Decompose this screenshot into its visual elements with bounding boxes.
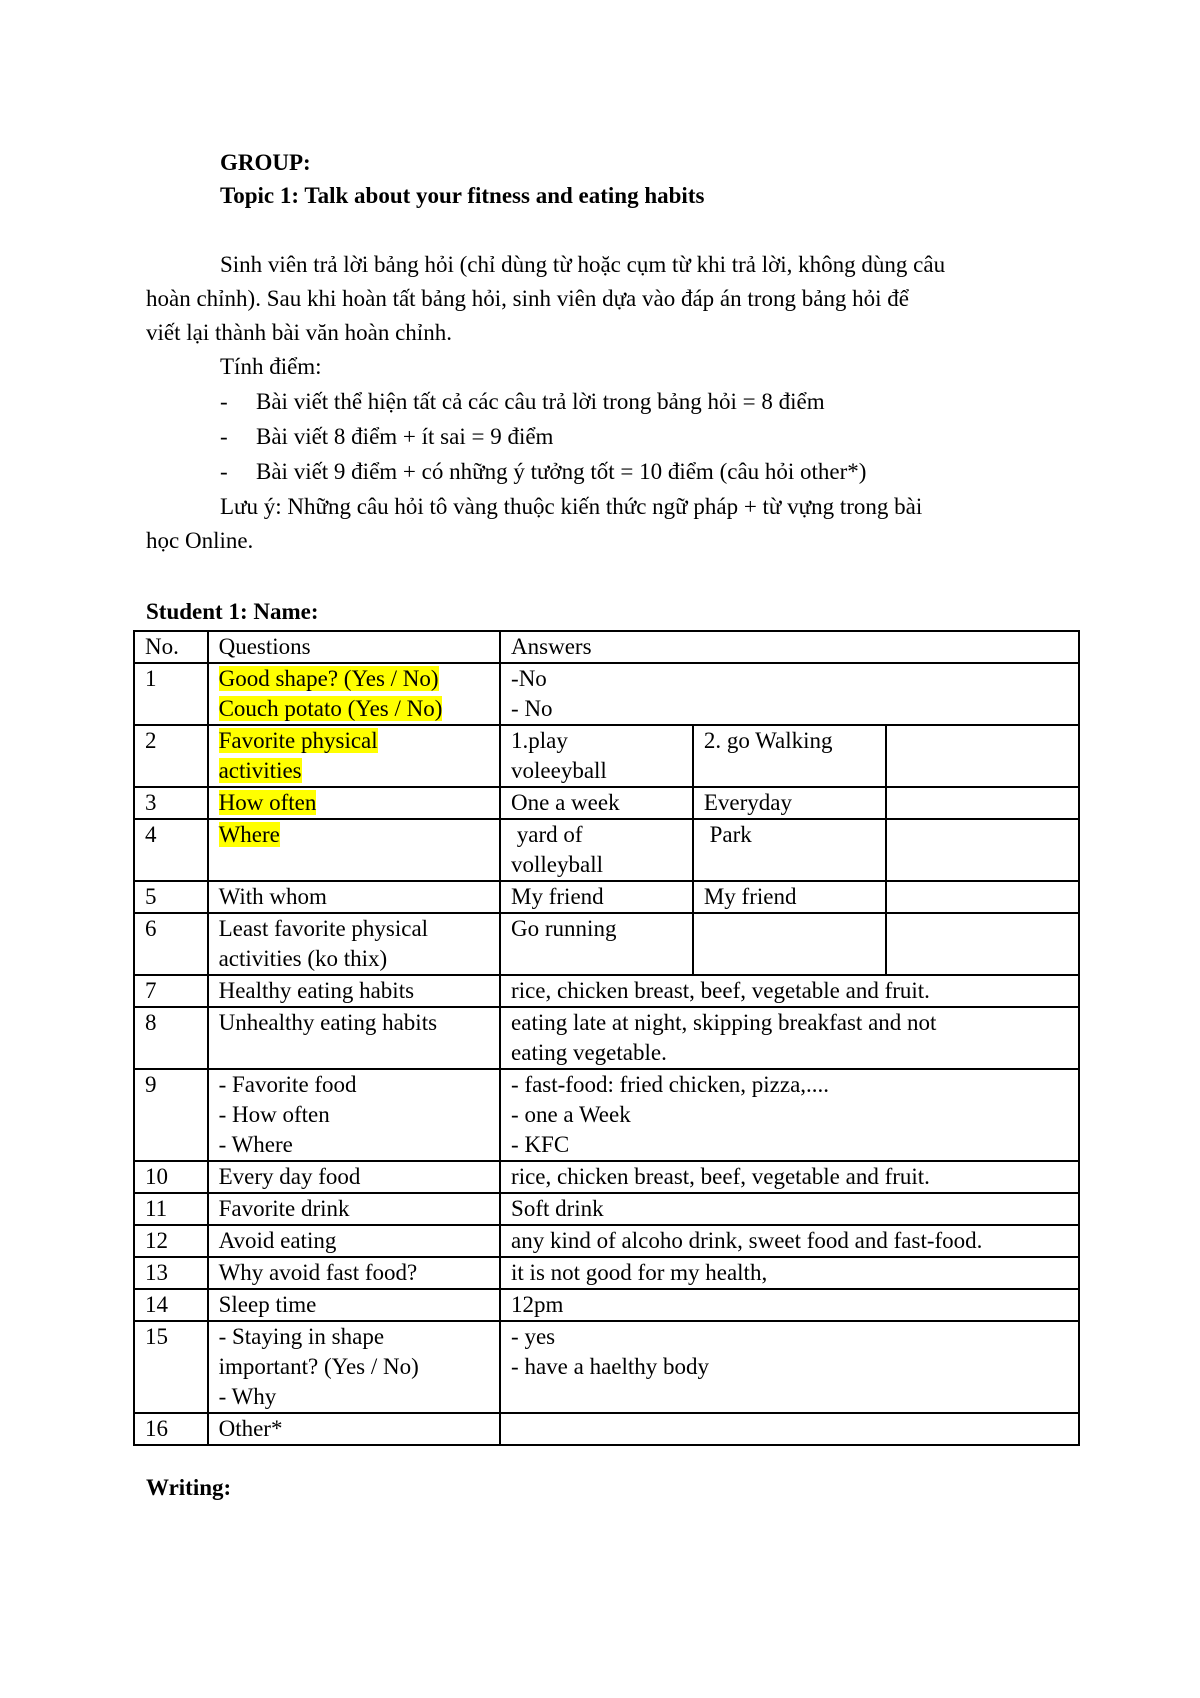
answer-cell (500, 1069, 1079, 1161)
question-cell (208, 1257, 500, 1289)
questionnaire-table (133, 630, 1080, 1446)
row-number: 14 (134, 1289, 208, 1321)
question-text: Other* (218, 1416, 283, 1441)
answer-cell (500, 1289, 1079, 1321)
question-text: Couch potato (Yes / No) (218, 696, 443, 721)
answer-cell (500, 881, 693, 913)
question-cell (208, 913, 500, 975)
table-row (134, 1257, 1079, 1289)
answer-cell (500, 663, 1079, 725)
question-text: - Why (218, 1384, 277, 1409)
question-text: Sleep time (218, 1292, 317, 1317)
question-cell (208, 819, 500, 881)
answer-cell (886, 787, 1079, 819)
question-text: Why avoid fast food? (218, 1260, 418, 1285)
answer-text: 2. go Walking (703, 728, 833, 753)
answer-text: it is not good for my health, (511, 1260, 768, 1285)
answer-text: My friend (511, 884, 604, 909)
answer-cell (693, 819, 886, 881)
answer-cell (693, 787, 886, 819)
answer-cell (500, 1193, 1079, 1225)
answer-cell (500, 1321, 1079, 1413)
row-number: 9 (134, 1069, 208, 1161)
answer-cell (886, 881, 1079, 913)
scoring-label: Tính điểm: (220, 354, 322, 379)
answer-cell (500, 1413, 1079, 1445)
answer-cell (693, 881, 886, 913)
row-number: 16 (134, 1413, 208, 1445)
scoring-bullet-1: Bài viết thể hiện tất cả các câu trả lời trong bảng hỏi = 8 điểm (256, 389, 825, 414)
instructions-line-2: hoàn chỉnh). Sau khi hoàn tất bảng hỏi, sinh viên dựa vào đáp án trong bảng hỏi để (146, 286, 909, 311)
question-cell (208, 787, 500, 819)
table-row (134, 1321, 1079, 1413)
answer-text: rice, chicken breast, beef, vegetable and fruit. (511, 1164, 930, 1189)
answer-text: - No (511, 696, 553, 721)
answer-cell (500, 725, 693, 787)
writing-label: Writing: (146, 1475, 232, 1500)
table-row (134, 663, 1079, 725)
note-line-1: Lưu ý: Những câu hỏi tô vàng thuộc kiến thức ngữ pháp + từ vựng trong bài (220, 494, 923, 519)
answer-text: Park (703, 822, 752, 847)
bullet-mark: - (220, 389, 228, 414)
answer-cell (886, 819, 1079, 881)
table-row (134, 1069, 1079, 1161)
answer-text: - fast-food: fried chicken, pizza,.... (511, 1072, 830, 1097)
answer-cell (500, 1007, 1079, 1069)
answer-text: Go running (511, 916, 617, 941)
table-row (134, 725, 1079, 787)
row-number: 1 (134, 663, 208, 725)
row-number: 15 (134, 1321, 208, 1413)
table-row (134, 1193, 1079, 1225)
question-text: Every day food (218, 1164, 361, 1189)
row-number: 8 (134, 1007, 208, 1069)
header-questions: Questions (208, 631, 500, 663)
answer-text: rice, chicken breast, beef, vegetable and fruit. (511, 978, 930, 1003)
row-number: 4 (134, 819, 208, 881)
row-number: 3 (134, 787, 208, 819)
question-cell (208, 1007, 500, 1069)
answer-text: any kind of alcoho drink, sweet food and fast-food. (511, 1228, 983, 1253)
answer-cell (500, 913, 693, 975)
question-cell (208, 1321, 500, 1413)
table-row (134, 913, 1079, 975)
note-line-2: học Online. (146, 528, 254, 553)
question-cell (208, 725, 500, 787)
row-number: 11 (134, 1193, 208, 1225)
table-row (134, 1289, 1079, 1321)
answer-text: eating vegetable. (511, 1040, 667, 1065)
row-number: 13 (134, 1257, 208, 1289)
row-number: 2 (134, 725, 208, 787)
student-name-label: Student 1: Name: (146, 599, 319, 624)
answer-cell (500, 787, 693, 819)
question-cell (208, 1413, 500, 1445)
question-text: - Where (218, 1132, 293, 1157)
question-cell (208, 975, 500, 1007)
answer-text: yard of (511, 822, 583, 847)
table-row (134, 975, 1079, 1007)
instructions-line-1: Sinh viên trả lời bảng hỏi (chỉ dùng từ hoặc cụm từ khi trả lời, không dùng câu (220, 252, 946, 277)
topic-title: Topic 1: Talk about your fitness and eating habits (220, 183, 705, 208)
question-text: Unhealthy eating habits (218, 1010, 438, 1035)
answer-text: eating late at night, skipping breakfast and not (511, 1010, 937, 1035)
question-cell (208, 1069, 500, 1161)
answer-cell (500, 819, 693, 881)
question-text: Favorite physical (218, 728, 378, 753)
scoring-bullet-2: Bài viết 8 điểm + ít sai = 9 điểm (256, 424, 554, 449)
answer-text: 12pm (511, 1292, 564, 1317)
bullet-mark: - (220, 459, 228, 484)
question-cell (208, 881, 500, 913)
answer-text: - one a Week (511, 1102, 631, 1127)
table-row (134, 787, 1079, 819)
table-header-row (134, 631, 1079, 663)
answer-cell (886, 725, 1079, 787)
header-no: No. (134, 631, 208, 663)
question-cell (208, 1161, 500, 1193)
question-text: With whom (218, 884, 327, 909)
row-number: 7 (134, 975, 208, 1007)
answer-text: One a week (511, 790, 620, 815)
question-text: - Staying in shape (218, 1324, 385, 1349)
question-text: Good shape? (Yes / No) (218, 666, 439, 691)
row-number: 10 (134, 1161, 208, 1193)
table-row (134, 1007, 1079, 1069)
answer-text: My friend (703, 884, 797, 909)
scoring-bullet-3: Bài viết 9 điểm + có những ý tưởng tốt = 10 điểm (câu hỏi other*) (256, 459, 867, 484)
answer-cell (500, 1257, 1079, 1289)
instructions-line-3: viết lại thành bài văn hoàn chỉnh. (146, 320, 452, 345)
question-cell (208, 1193, 500, 1225)
answer-text: Everyday (703, 790, 792, 815)
answer-text: voleeyball (511, 758, 607, 783)
question-text: activities (ko thix) (218, 946, 388, 971)
question-text: Where (218, 822, 280, 847)
header-answers: Answers (500, 631, 1079, 663)
table-row (134, 819, 1079, 881)
answer-text: 1.play (511, 728, 568, 753)
question-cell (208, 1289, 500, 1321)
question-text: - How often (218, 1102, 330, 1127)
table-row (134, 1225, 1079, 1257)
question-text: Favorite drink (218, 1196, 350, 1221)
row-number: 6 (134, 913, 208, 975)
question-text: Healthy eating habits (218, 978, 415, 1003)
question-text: How often (218, 790, 317, 815)
answer-text: - yes (511, 1324, 556, 1349)
answer-cell (886, 913, 1079, 975)
answer-cell (500, 975, 1079, 1007)
answer-text: -No (511, 666, 547, 691)
question-cell (208, 1225, 500, 1257)
question-text: important? (Yes / No) (218, 1354, 419, 1379)
answer-cell (500, 1161, 1079, 1193)
table-row (134, 881, 1079, 913)
answer-cell (693, 913, 886, 975)
answer-text: volleyball (511, 852, 604, 877)
row-number: 12 (134, 1225, 208, 1257)
bullet-mark: - (220, 424, 228, 449)
answer-cell (693, 725, 886, 787)
question-text: Least favorite physical (218, 916, 429, 941)
answer-text: - have a haelthy body (511, 1354, 710, 1379)
question-text: Avoid eating (218, 1228, 337, 1253)
question-cell (208, 663, 500, 725)
answer-text: - KFC (511, 1132, 570, 1157)
table-row (134, 1413, 1079, 1445)
row-number: 5 (134, 881, 208, 913)
answer-text: Soft drink (511, 1196, 604, 1221)
question-text: activities (218, 758, 302, 783)
group-label: GROUP: (220, 150, 311, 175)
answer-cell (500, 1225, 1079, 1257)
table-row (134, 1161, 1079, 1193)
question-text: - Favorite food (218, 1072, 357, 1097)
